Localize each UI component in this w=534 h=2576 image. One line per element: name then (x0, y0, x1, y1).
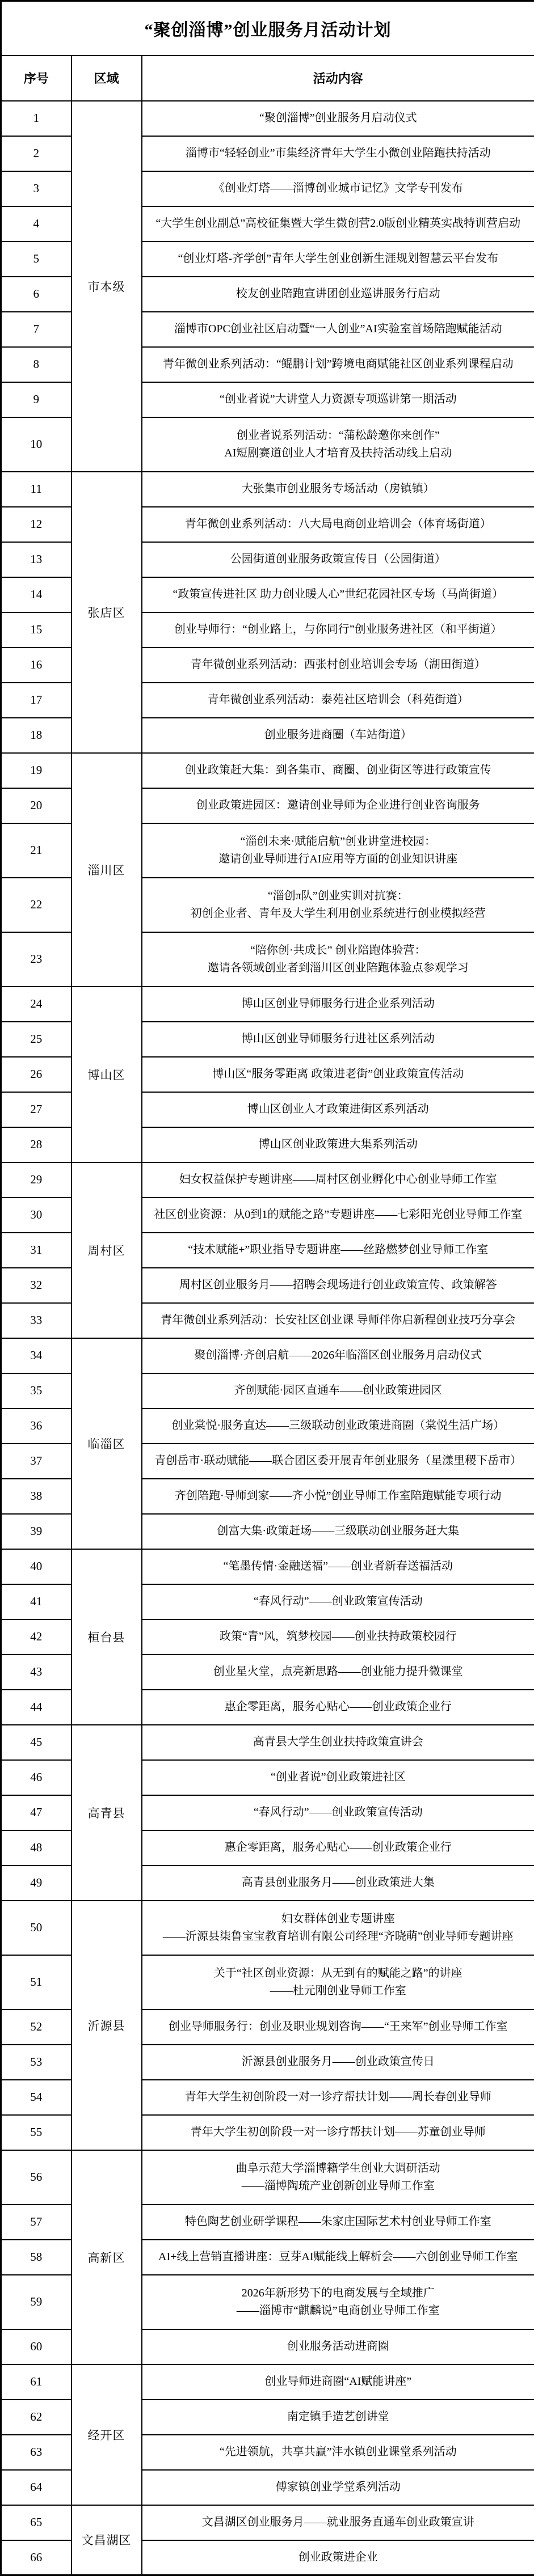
activity-line: 青年大学生初创阶段一对一诊疗帮扶计划——苏童创业导师 (145, 2124, 532, 2141)
row-number-cell: 9 (1, 382, 72, 417)
activity-content-cell (142, 347, 534, 382)
activity-line: 青年微创业系列活动：泰苑社区培训会（科苑街道） (145, 691, 532, 709)
row-number-cell: 6 (1, 277, 72, 312)
region-cell: 沂源县 (72, 1901, 142, 2150)
row-number-cell: 63 (1, 2435, 72, 2470)
row-number-cell: 28 (1, 1127, 72, 1162)
activity-content-cell (142, 542, 534, 577)
activity-content-cell (142, 1338, 534, 1373)
table-row (1, 101, 534, 136)
activity-line: “技术赋能+”职业指导专题讲座——丝路燃梦创业导师工作室 (145, 1241, 532, 1259)
row-number-cell: 65 (1, 2505, 72, 2540)
row-number-cell: 20 (1, 788, 72, 823)
row-number-cell: 14 (1, 577, 72, 612)
activity-content-cell (142, 417, 534, 472)
activity-line: 创业政策进园区：邀请创业导师为企业进行创业咨询服务 (145, 797, 532, 814)
row-number-cell: 1 (1, 101, 72, 136)
activity-content-cell (142, 648, 534, 683)
activity-line: 淄博市“轻轻创业”市集经济青年大学生小微创业陪跑扶持活动 (145, 145, 532, 162)
activity-line: 邀请创业导师进行AI应用等方面的创业知识讲座 (145, 851, 532, 868)
row-number-cell: 34 (1, 1338, 72, 1373)
region-cell: 市本级 (72, 101, 142, 472)
row-number-cell: 37 (1, 1444, 72, 1479)
row-number-cell: 23 (1, 932, 72, 987)
row-number-cell: 10 (1, 417, 72, 472)
row-number-cell: 31 (1, 1233, 72, 1268)
activity-line: 齐创赋能·园区直通车——创业政策进园区 (145, 1382, 532, 1399)
activity-line: 社区创业资源：从0到1的赋能之路”专题讲座——七彩阳光创业导师工作室 (145, 1206, 532, 1224)
activity-line: 创业政策赶大集：到各集市、商圈、创业街区等进行政策宣传 (145, 762, 532, 779)
activity-line: “春风行动”——创业政策宣传活动 (145, 1804, 532, 1821)
row-number-cell: 11 (1, 472, 72, 507)
row-number-cell: 3 (1, 171, 72, 206)
row-number-cell: 57 (1, 2205, 72, 2240)
row-number-cell: 22 (1, 878, 72, 932)
activity-content-cell (142, 683, 534, 718)
region-cell: 文昌湖区 (72, 2505, 142, 2575)
activity-content-cell (142, 2205, 534, 2240)
row-number-cell: 26 (1, 1057, 72, 1092)
row-number-cell: 19 (1, 753, 72, 788)
activity-line: 博山区创业导师服务行进社区系列活动 (145, 1030, 532, 1048)
activity-content-cell (142, 1444, 534, 1479)
activity-content-cell (142, 718, 534, 753)
activity-line: 创业导师进商圈“AI赋能讲座” (145, 2373, 532, 2391)
table-row (1, 1549, 534, 1584)
row-number-cell: 58 (1, 2240, 72, 2275)
row-number-cell: 56 (1, 2150, 72, 2205)
activity-content-cell (142, 2115, 534, 2150)
activity-line: 邀请各领域创业者到淄川区创业陪跑体验点参观学习 (145, 959, 532, 977)
region-cell: 淄川区 (72, 753, 142, 987)
activity-content-cell (142, 1655, 534, 1690)
activity-content-cell (142, 382, 534, 417)
table-row (1, 753, 534, 788)
row-number-cell: 48 (1, 1830, 72, 1866)
activity-line: “淄创未来·赋能启航”创业讲堂进校园： (145, 833, 532, 851)
activity-content-cell (142, 472, 534, 507)
row-number-cell: 17 (1, 683, 72, 718)
activity-content-cell (142, 1866, 534, 1901)
activity-line: 齐创陪跑·导师到家——齐小悦”创业导师工作室陪跑赋能专项行动 (145, 1487, 532, 1505)
activity-line: 大张集市创业服务专场活动（房镇镇） (145, 480, 532, 498)
activity-line: 傅家镇创业学堂系列活动 (145, 2478, 532, 2496)
row-number-cell: 47 (1, 1795, 72, 1830)
row-number-cell: 38 (1, 1479, 72, 1514)
column-header-region: 区域 (72, 56, 142, 101)
activity-line: 创业星火堂，点亮新思路——创业能力提升微课堂 (145, 1663, 532, 1681)
activity-content-cell (142, 2540, 534, 2575)
table-row (1, 1338, 534, 1373)
activity-line: 淄博市OPC创业社区启动暨“一人创业”AI实验室首场陪跑赋能活动 (145, 320, 532, 338)
row-number-cell: 21 (1, 823, 72, 878)
activity-line: 创业服务进商圈（车站街道） (145, 726, 532, 744)
activity-content-cell (142, 206, 534, 242)
region-cell: 桓台县 (72, 1549, 142, 1725)
activity-line: 沂源县创业服务月——创业政策宣传日 (145, 2053, 532, 2071)
activity-line: 文昌湖区创业服务月——就业服务直通车创业政策宣讲 (145, 2514, 532, 2531)
activity-line: 博山区创业导师服务行进企业系列活动 (145, 995, 532, 1013)
row-number-cell: 55 (1, 2115, 72, 2150)
region-cell: 高青县 (72, 1725, 142, 1901)
activity-line: 妇女权益保护专题讲座——周村区创业孵化中心创业导师工作室 (145, 1171, 532, 1188)
activity-line: 博山区创业人才政策进街区系列活动 (145, 1101, 532, 1118)
region-cell: 高新区 (72, 2150, 142, 2364)
activity-line: 妇女群体创业专题讲座 (145, 1910, 532, 1928)
activity-line: 周村区创业服务月——招聘会现场进行创业政策宣传、政策解答 (145, 1276, 532, 1294)
column-header-no: 序号 (1, 56, 72, 101)
activity-content-cell (142, 1408, 534, 1444)
activity-content-cell (142, 2329, 534, 2364)
activity-line: “陪你创·共成长” 创业陪跑体验营： (145, 942, 532, 959)
activity-line: “创业灯塔-齐学创”青年大学生创业创新生涯规划智慧云平台发布 (145, 250, 532, 268)
activity-content-cell (142, 823, 534, 878)
row-number-cell: 30 (1, 1198, 72, 1233)
activity-line: 创业导师行：“创业路上，与你同行”创业服务进社区（和平街道） (145, 621, 532, 638)
activity-line: 初创企业者、青年及大学生利用创业系统进行创业模拟经营 (145, 905, 532, 923)
row-number-cell: 18 (1, 718, 72, 753)
activity-line: 南定镇手造艺创讲堂 (145, 2408, 532, 2426)
activity-line: 青年微创业系列活动：长安社区创业课 导师伴你启新程创业技巧分享会 (145, 1312, 532, 1329)
activity-content-cell (142, 2240, 534, 2275)
row-number-cell: 4 (1, 206, 72, 242)
activity-content-cell (142, 1584, 534, 1619)
table-row (1, 2150, 534, 2205)
row-number-cell: 27 (1, 1092, 72, 1127)
table-row (1, 1725, 534, 1760)
activity-content-cell (142, 1022, 534, 1057)
activity-content-cell (142, 2435, 534, 2470)
activity-content-cell (142, 1479, 534, 1514)
activity-line: ——杜元刚创业导师工作室 (145, 1982, 532, 2000)
activity-content-cell (142, 507, 534, 542)
table-row (1, 472, 534, 507)
activity-line: “大学生创业副总”高校征集暨大学生微创营2.0版创业精英实战特训营启动 (145, 215, 532, 232)
activity-line: “创业者说”大讲堂人力资源专项巡讲第一期活动 (145, 391, 532, 408)
activity-content-cell (142, 1760, 534, 1795)
row-number-cell: 2 (1, 136, 72, 171)
activity-line: 公园街道创业服务政策宣传日（公园街道） (145, 551, 532, 568)
activity-content-cell (142, 136, 534, 171)
activity-line: AI短剧赛道创业人才培育及扶持活动线上启动 (145, 445, 532, 462)
title-cell (1, 1, 534, 56)
activity-table-body (1, 1, 534, 2575)
row-number-cell: 15 (1, 612, 72, 648)
activity-content-cell (142, 277, 534, 312)
activity-content-cell (142, 171, 534, 206)
activity-content-cell (142, 1690, 534, 1725)
activity-content-cell (142, 1795, 534, 1830)
activity-content-cell (142, 2400, 534, 2435)
activity-line: 青年大学生初创阶段一对一诊疗帮扶计划——周长春创业导师 (145, 2088, 532, 2106)
activity-line: “创业者说”创业政策进社区 (145, 1769, 532, 1786)
activity-content-cell (142, 878, 534, 932)
row-number-cell: 45 (1, 1725, 72, 1760)
activity-line: 关于“社区创业资源：从无到有的赋能之路”的讲座 (145, 1965, 532, 1982)
activity-line: 创业服务活动进商圈 (145, 2338, 532, 2355)
row-number-cell: 33 (1, 1303, 72, 1338)
activity-content-cell (142, 1955, 534, 2010)
activity-line: 创业棠悦·服务直达——三级联动创业政策进商圈（棠悦生活广场） (145, 1417, 532, 1435)
activity-line: 创业政策进企业 (145, 2549, 532, 2566)
activity-content-cell (142, 612, 534, 648)
activity-line: “先进领航，共享共赢”沣水镇创业课堂系列活动 (145, 2443, 532, 2461)
table-row (1, 987, 534, 1022)
activity-content-cell (142, 242, 534, 277)
row-number-cell: 66 (1, 2540, 72, 2575)
activity-line: 校友创业陪跑宣讲团创业巡讲服务行启动 (145, 285, 532, 303)
activity-line: “淄创π队”创业实训对抗赛： (145, 887, 532, 905)
activity-line: 高青县创业服务月——创业政策进大集 (145, 1874, 532, 1892)
region-cell: 周村区 (72, 1162, 142, 1338)
activity-content-cell (142, 1198, 534, 1233)
activity-content-cell (142, 932, 534, 987)
row-number-cell: 7 (1, 312, 72, 347)
activity-content-cell (142, 2150, 534, 2205)
table-header-row (1, 56, 534, 101)
activity-content-cell (142, 1725, 534, 1760)
row-number-cell: 59 (1, 2275, 72, 2329)
activity-line: 2026年新形势下的电商发展与全域推广 (145, 2285, 532, 2302)
activity-content-cell (142, 2275, 534, 2329)
activity-line: 博山区创业政策进大集系列活动 (145, 1136, 532, 1153)
row-number-cell: 36 (1, 1408, 72, 1444)
row-number-cell: 64 (1, 2470, 72, 2505)
activity-content-cell (142, 1162, 534, 1198)
region-cell: 临淄区 (72, 1338, 142, 1549)
activity-content-cell (142, 1830, 534, 1866)
activity-content-cell (142, 1549, 534, 1584)
activity-content-cell (142, 1901, 534, 1955)
row-number-cell: 5 (1, 242, 72, 277)
activity-line: 政策“青”风，筑梦校园——创业扶持政策校园行 (145, 1628, 532, 1646)
row-number-cell: 24 (1, 987, 72, 1022)
region-cell: 博山区 (72, 987, 142, 1162)
activity-content-cell (142, 2364, 534, 2400)
region-cell: 经开区 (72, 2364, 142, 2505)
activity-line: “笔墨传情·金融送福”——创业者新春送福活动 (145, 1558, 532, 1575)
activity-content-cell (142, 753, 534, 788)
activity-line: 惠企零距离，服务心贴心——创业政策企业行 (145, 1839, 532, 1856)
activity-content-cell (142, 101, 534, 136)
row-number-cell: 46 (1, 1760, 72, 1795)
table-row (1, 1162, 534, 1198)
row-number-cell: 41 (1, 1584, 72, 1619)
activity-line: 创业导师服务行：创业及职业规划咨询——“王来军”创业导师工作室 (145, 2018, 532, 2036)
table-row (1, 2505, 534, 2540)
activity-line: 博山区“服务零距离 政策进老街”创业政策宣传活动 (145, 1065, 532, 1083)
activity-line: 惠企零距离，服务心贴心——创业政策企业行 (145, 1698, 532, 1716)
activity-line: “春风行动”——创业政策宣传活动 (145, 1593, 532, 1610)
row-number-cell: 12 (1, 507, 72, 542)
activity-line: 《创业灯塔——淄博创业城市记忆》文学专刊发布 (145, 180, 532, 197)
activity-content-cell (142, 1303, 534, 1338)
activity-content-cell (142, 1514, 534, 1549)
row-number-cell: 8 (1, 347, 72, 382)
activity-content-cell (142, 788, 534, 823)
activity-content-cell (142, 2505, 534, 2540)
activity-line: ——淄博市“麒麟说”电商创业导师工作室 (145, 2302, 532, 2320)
activity-line: 青年微创业系列活动：“鲲鹏计划”跨境电商赋能社区创业系列课程启动 (145, 356, 532, 373)
activity-content-cell (142, 1619, 534, 1655)
title-row (1, 1, 534, 56)
activity-line: “政策宣传进社区 助力创业暖人心”世纪花园社区专场（马尚街道） (145, 586, 532, 603)
activity-line: 青年微创业系列活动：西张村创业培训会专场（湖田街道） (145, 656, 532, 674)
column-header-content: 活动内容 (142, 56, 534, 101)
activity-content-cell (142, 1057, 534, 1092)
activity-line: 创业者说系列活动：“蒲松龄邀你来创作” (145, 427, 532, 445)
row-number-cell: 42 (1, 1619, 72, 1655)
row-number-cell: 44 (1, 1690, 72, 1725)
row-number-cell: 43 (1, 1655, 72, 1690)
activity-content-cell (142, 312, 534, 347)
activity-line: 聚创淄博·齐创启航——2026年临淄区创业服务月启动仪式 (145, 1347, 532, 1364)
row-number-cell: 54 (1, 2080, 72, 2115)
activity-content-cell (142, 1233, 534, 1268)
region-cell: 张店区 (72, 472, 142, 753)
row-number-cell: 13 (1, 542, 72, 577)
activity-line: 特色陶艺创业研学课程——朱家庄国际艺术村创业导师工作室 (145, 2213, 532, 2231)
row-number-cell: 62 (1, 2400, 72, 2435)
activity-line: AI+线上营销直播讲座：豆芽AI赋能线上解析会——六创创业导师工作室 (145, 2248, 532, 2266)
activity-content-cell (142, 1092, 534, 1127)
activity-line: ——淄博陶琉产业创新创业导师工作室 (145, 2177, 532, 2195)
activity-line: 青创岳市·联动赋能——联合团区委开展青年创业服务（星漾里稷下岳市） (145, 1452, 532, 1470)
activity-content-cell (142, 577, 534, 612)
activity-content-cell (142, 1373, 534, 1408)
activity-line: “聚创淄博”创业服务月启动仪式 (145, 109, 532, 127)
activity-content-cell (142, 2010, 534, 2045)
row-number-cell: 52 (1, 2010, 72, 2045)
activity-content-cell (142, 987, 534, 1022)
row-number-cell: 25 (1, 1022, 72, 1057)
row-number-cell: 35 (1, 1373, 72, 1408)
row-number-cell: 16 (1, 648, 72, 683)
row-number-cell: 51 (1, 1955, 72, 2010)
activity-content-cell (142, 2080, 534, 2115)
activity-line: 高青县大学生创业扶持政策宣讲会 (145, 1733, 532, 1751)
activity-line: 创富大集·政策赶场——三级联动创业服务赶大集 (145, 1522, 532, 1540)
row-number-cell: 39 (1, 1514, 72, 1549)
row-number-cell: 53 (1, 2045, 72, 2080)
row-number-cell: 50 (1, 1901, 72, 1955)
table-row (1, 2364, 534, 2400)
activity-content-cell (142, 2470, 534, 2505)
activity-content-cell (142, 2045, 534, 2080)
row-number-cell: 49 (1, 1866, 72, 1901)
row-number-cell: 40 (1, 1549, 72, 1584)
page-title: “聚创淄博”创业服务月活动计划 (145, 21, 392, 40)
activity-line: 曲阜示范大学淄博籍学生创业大调研活动 (145, 2160, 532, 2177)
activity-content-cell (142, 1268, 534, 1303)
row-number-cell: 29 (1, 1162, 72, 1198)
row-number-cell: 61 (1, 2364, 72, 2400)
row-number-cell: 60 (1, 2329, 72, 2364)
row-number-cell: 32 (1, 1268, 72, 1303)
activity-line: ——沂源县柒鲁宝宝教育培训有限公司经理“齐晓萌”创业导师专题讲座 (145, 1928, 532, 1945)
table-row (1, 1901, 534, 1955)
activity-line: 青年微创业系列活动：八大局电商创业培训会（体育场街道） (145, 515, 532, 533)
activity-content-cell (142, 1127, 534, 1162)
